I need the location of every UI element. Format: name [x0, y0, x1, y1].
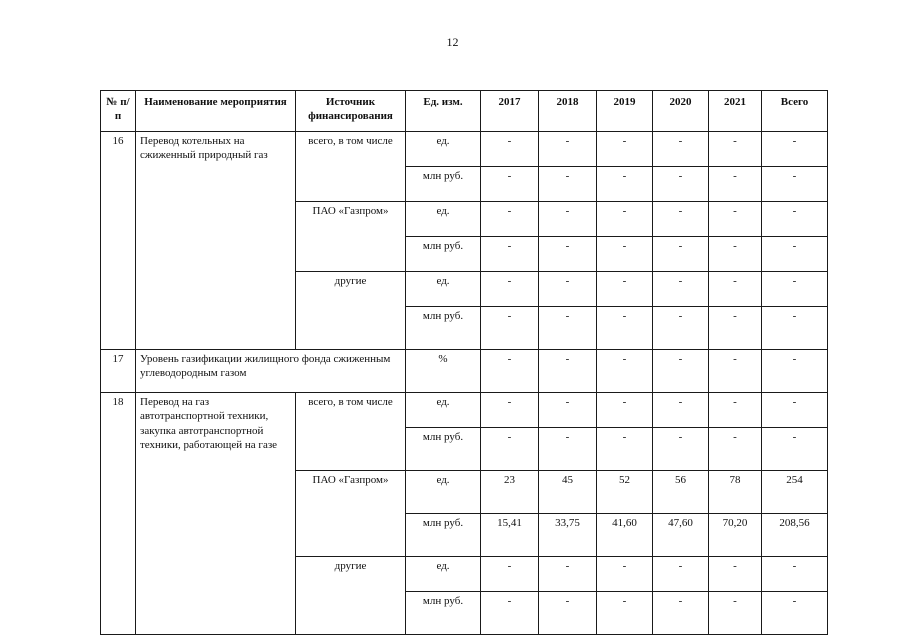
value-cell: - — [481, 237, 539, 272]
header-unit: Ед. изм. — [406, 91, 481, 132]
gazprom-rub-2019: 41,60 — [597, 514, 653, 557]
value-cell: - — [653, 393, 709, 428]
unit-cell: млн руб. — [406, 307, 481, 350]
row16-source-gazprom: ПАО «Газпром» — [296, 202, 406, 272]
value-cell: - — [481, 428, 539, 471]
financing-table — [100, 90, 828, 635]
value-cell: - — [762, 592, 828, 635]
row16-source-total: всего, в том числе — [296, 132, 406, 202]
value-cell: - — [597, 393, 653, 428]
value-cell: - — [481, 167, 539, 202]
value-cell: - — [539, 592, 597, 635]
value-cell: - — [653, 557, 709, 592]
unit-cell: млн руб. — [406, 237, 481, 272]
header-year-2017: 2017 — [481, 91, 539, 132]
value-cell: - — [762, 237, 828, 272]
value-cell: - — [709, 237, 762, 272]
gazprom-ed-2021: 78 — [709, 471, 762, 514]
value-cell: - — [653, 307, 709, 350]
value-cell: - — [597, 272, 653, 307]
row16-num: 16 — [101, 132, 136, 350]
value-cell: - — [597, 428, 653, 471]
value-cell: - — [539, 393, 597, 428]
value-cell: - — [762, 167, 828, 202]
value-cell: - — [762, 428, 828, 471]
unit-cell: ед. — [406, 132, 481, 167]
unit-cell: млн руб. — [406, 592, 481, 635]
header-source: Источник финансирования — [296, 91, 406, 132]
value-cell: - — [762, 132, 828, 167]
value-cell: - — [709, 592, 762, 635]
value-cell: - — [539, 237, 597, 272]
unit-cell: ед. — [406, 557, 481, 592]
value-cell: - — [653, 592, 709, 635]
value-cell: - — [539, 350, 597, 393]
unit-cell: ед. — [406, 272, 481, 307]
row17-num: 17 — [101, 350, 136, 393]
value-cell: - — [762, 393, 828, 428]
value-cell: - — [597, 132, 653, 167]
value-cell: - — [539, 167, 597, 202]
value-cell: - — [653, 428, 709, 471]
value-cell: - — [597, 237, 653, 272]
value-cell: - — [481, 557, 539, 592]
header-num: № п/п — [101, 91, 136, 132]
value-cell: - — [653, 167, 709, 202]
value-cell: - — [597, 307, 653, 350]
value-cell: - — [709, 350, 762, 393]
value-cell: - — [539, 272, 597, 307]
value-cell: - — [481, 592, 539, 635]
value-cell: - — [481, 393, 539, 428]
value-cell: - — [762, 272, 828, 307]
gazprom-rub-2017: 15,41 — [481, 514, 539, 557]
row16-name: Перевод котельных на сжиженный природный газ — [136, 132, 296, 350]
value-cell: - — [481, 350, 539, 393]
value-cell: - — [481, 272, 539, 307]
value-cell: - — [597, 167, 653, 202]
value-cell: - — [539, 202, 597, 237]
value-cell: - — [709, 167, 762, 202]
row18-num: 18 — [101, 393, 136, 635]
header-total: Всего — [762, 91, 828, 132]
value-cell: - — [709, 393, 762, 428]
value-cell: - — [709, 428, 762, 471]
value-cell: - — [653, 202, 709, 237]
unit-cell: млн руб. — [406, 428, 481, 471]
unit-cell: ед. — [406, 393, 481, 428]
unit-cell: ед. — [406, 471, 481, 514]
gazprom-ed-2020: 56 — [653, 471, 709, 514]
gazprom-rub-total: 208,56 — [762, 514, 828, 557]
value-cell: - — [539, 557, 597, 592]
unit-cell: % — [406, 350, 481, 393]
value-cell: - — [481, 132, 539, 167]
value-cell: - — [653, 132, 709, 167]
header-row — [101, 91, 828, 132]
value-cell: - — [762, 202, 828, 237]
header-name: Наименование мероприятия — [136, 91, 296, 132]
value-cell: - — [597, 592, 653, 635]
row18-name: Перевод на газ автотранспортной техники, закупка автотранспортной техники, работающей на газе — [136, 393, 296, 635]
gazprom-ed-total: 254 — [762, 471, 828, 514]
table-row — [101, 132, 828, 167]
row18-source-other: другие — [296, 557, 406, 635]
unit-cell: млн руб. — [406, 167, 481, 202]
value-cell: - — [539, 307, 597, 350]
gazprom-rub-2018: 33,75 — [539, 514, 597, 557]
table-row — [101, 350, 828, 393]
value-cell: - — [597, 202, 653, 237]
value-cell: - — [597, 557, 653, 592]
header-year-2018: 2018 — [539, 91, 597, 132]
gazprom-ed-2017: 23 — [481, 471, 539, 514]
row18-source-total: всего, в том числе — [296, 393, 406, 471]
row17-name: Уровень газификации жилищного фонда сжиженным углеводородным газом — [136, 350, 406, 393]
row16-source-other: другие — [296, 272, 406, 350]
unit-cell: ед. — [406, 202, 481, 237]
value-cell: - — [653, 350, 709, 393]
gazprom-rub-2020: 47,60 — [653, 514, 709, 557]
gazprom-ed-2018: 45 — [539, 471, 597, 514]
value-cell: - — [481, 202, 539, 237]
table-row — [101, 393, 828, 428]
value-cell: - — [709, 307, 762, 350]
value-cell: - — [709, 272, 762, 307]
value-cell: - — [709, 202, 762, 237]
unit-cell: млн руб. — [406, 514, 481, 557]
value-cell: - — [539, 132, 597, 167]
header-year-2020: 2020 — [653, 91, 709, 132]
value-cell: - — [653, 272, 709, 307]
row18-source-gazprom: ПАО «Газпром» — [296, 471, 406, 557]
value-cell: - — [539, 428, 597, 471]
gazprom-rub-2021: 70,20 — [709, 514, 762, 557]
value-cell: - — [709, 132, 762, 167]
value-cell: - — [762, 307, 828, 350]
gazprom-ed-2019: 52 — [597, 471, 653, 514]
header-year-2021: 2021 — [709, 91, 762, 132]
value-cell: - — [709, 557, 762, 592]
value-cell: - — [597, 350, 653, 393]
value-cell: - — [762, 557, 828, 592]
page-number: 12 — [446, 35, 459, 49]
value-cell: - — [653, 237, 709, 272]
header-year-2019: 2019 — [597, 91, 653, 132]
value-cell: - — [762, 350, 828, 393]
value-cell: - — [481, 307, 539, 350]
